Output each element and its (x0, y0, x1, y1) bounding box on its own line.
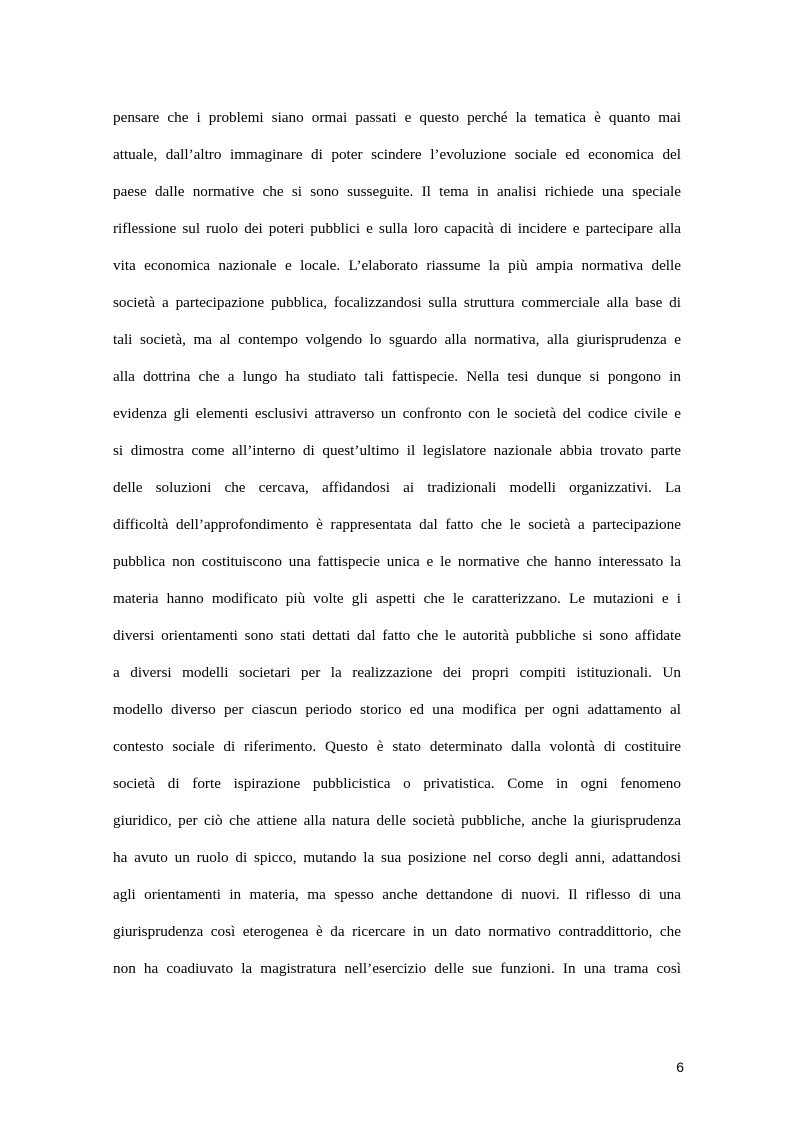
text-line: modello diverso per ciascun periodo storico ed una modifica per ogni adattamento al (113, 701, 681, 718)
text-line: tali società, ma al contempo volgendo lo sguardo alla normativa, alla giurisprudenza e (113, 331, 681, 348)
text-line: giurisprudenza così eterogenea è da ricercare in un dato normativo contraddittorio, che (113, 923, 681, 940)
text-line: difficoltà dell’approfondimento è rappresentata dal fatto che le società a partecipazione (113, 516, 681, 533)
text-line: società a partecipazione pubblica, focalizzandosi sulla struttura commerciale alla base di (113, 294, 681, 311)
text-line: contesto sociale di riferimento. Questo è stato determinato dalla volontà di costituire (113, 738, 681, 755)
text-line: giuridico, per ciò che attiene alla natura delle società pubbliche, anche la giurisprudenza (113, 812, 681, 829)
text-line: materia hanno modificato più volte gli aspetti che le caratterizzano. Le mutazioni e i (113, 590, 681, 607)
text-line: riflessione sul ruolo dei poteri pubblici e sulla loro capacità di incidere e partecipare alla (113, 220, 681, 237)
text-line: attuale, dall’altro immaginare di poter scindere l’evoluzione sociale ed economica del (113, 146, 681, 163)
page-number: 6 (676, 1059, 684, 1075)
text-line: pensare che i problemi siano ormai passati e questo perché la tematica è quanto mai (113, 109, 681, 126)
text-line: alla dottrina che a lungo ha studiato tali fattispecie. Nella tesi dunque si pongono in (113, 368, 681, 385)
text-line: non ha coadiuvato la magistratura nell’esercizio delle sue funzioni. In una trama così (113, 960, 681, 977)
text-line: si dimostra come all’interno di quest’ultimo il legislatore nazionale abbia trovato parte (113, 442, 681, 459)
text-line: società di forte ispirazione pubblicistica o privatistica. Come in ogni fenomeno (113, 775, 681, 792)
text-line: paese dalle normative che si sono susseguite. Il tema in analisi richiede una speciale (113, 183, 681, 200)
text-line: ha avuto un ruolo di spicco, mutando la sua posizione nel corso degli anni, adattandosi (113, 849, 681, 866)
text-line: agli orientamenti in materia, ma spesso anche dettandone di nuovi. Il riflesso di una (113, 886, 681, 903)
text-line: pubblica non costituiscono una fattispecie unica e le normative che hanno interessato la (113, 553, 681, 570)
text-line: evidenza gli elementi esclusivi attraverso un confronto con le società del codice civile e (113, 405, 681, 422)
body-text (113, 108, 681, 996)
text-line: delle soluzioni che cercava, affidandosi ai tradizionali modelli organizzativi. La (113, 479, 681, 496)
text-line: a diversi modelli societari per la realizzazione dei propri compiti istituzionali. Un (113, 664, 681, 681)
text-line: diversi orientamenti sono stati dettati dal fatto che le autorità pubbliche si sono affidate (113, 627, 681, 644)
text-line: vita economica nazionale e locale. L’elaborato riassume la più ampia normativa delle (113, 257, 681, 274)
